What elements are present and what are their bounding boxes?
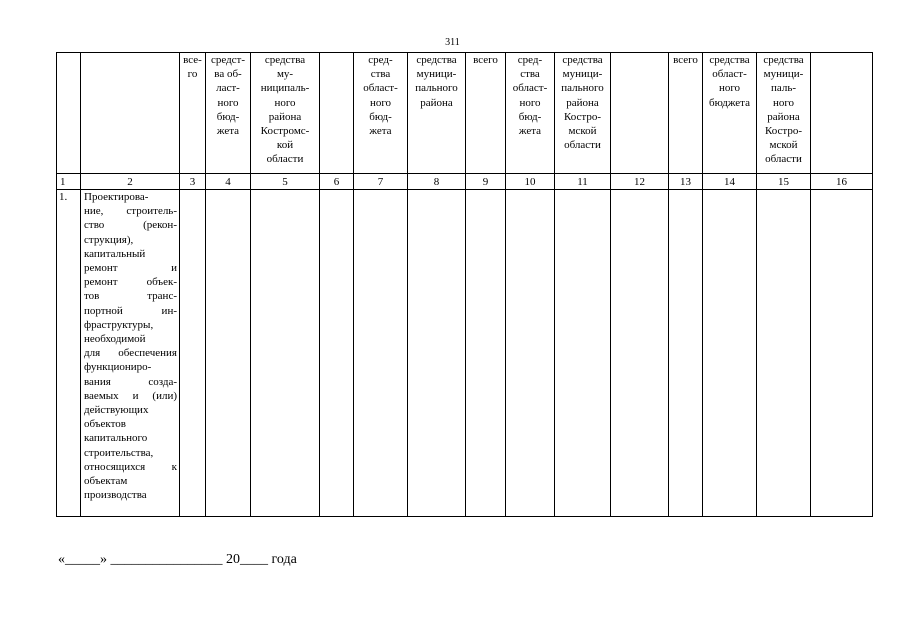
table-row [57, 190, 873, 517]
indicator-line: тов транс- [84, 290, 177, 303]
value-cell-col-9[interactable] [466, 190, 506, 517]
header-cell-16 [811, 53, 873, 174]
indicator-line: вания созда- [84, 375, 177, 388]
header-cell-12 [611, 53, 669, 174]
value-cell-col-5[interactable] [251, 190, 320, 517]
indicator-line: ние, строитель- [84, 205, 177, 218]
column-number-cell: 5 [251, 174, 320, 190]
indicator-line: для обеспечения [84, 347, 177, 360]
indicator-line: капитальный [84, 247, 146, 260]
value-cell-col-8[interactable] [408, 190, 466, 517]
indicator-line: объектам [84, 475, 128, 488]
value-cell-col-13[interactable] [669, 190, 703, 517]
header-cell-4: средст- ва об- ласт- ного бюд- жета [206, 53, 251, 174]
value-cell-col-6[interactable] [320, 190, 354, 517]
financing-table [56, 52, 873, 517]
value-cell-col-4[interactable] [206, 190, 251, 517]
header-cell-3: все- го [180, 53, 206, 174]
indicator-line: капитального [84, 432, 148, 445]
column-number-cell: 7 [354, 174, 408, 190]
indicator-line: Проектирова- [84, 191, 149, 203]
column-number-cell: 13 [669, 174, 703, 190]
column-number-cell: 9 [466, 174, 506, 190]
column-number-cell: 1 [57, 174, 81, 190]
indicator-line: ство (рекон- [84, 219, 177, 232]
column-number-cell: 15 [757, 174, 811, 190]
value-cell-col-12[interactable] [611, 190, 669, 517]
column-number-cell: 6 [320, 174, 354, 190]
indicator-line: ваемых и (или) [84, 389, 177, 402]
column-number-cell: 2 [81, 174, 180, 190]
row-number-cell: 1. [57, 190, 81, 517]
header-cell-1 [57, 53, 81, 174]
header-cell-6 [320, 53, 354, 174]
indicator-line: ремонт и [84, 262, 177, 275]
header-cell-8: средства муници- пального района [408, 53, 466, 174]
header-cell-7: сред- ства област- ного бюд- жета [354, 53, 408, 174]
indicator-line: струкция), [84, 233, 134, 246]
column-number-row [57, 174, 873, 190]
value-cell-col-7[interactable] [354, 190, 408, 517]
value-cell-col-3[interactable] [180, 190, 206, 517]
value-cell-col-10[interactable] [506, 190, 555, 517]
column-number-cell: 4 [206, 174, 251, 190]
page-number: 311 [445, 37, 460, 48]
indicator-line: объектов [84, 418, 126, 431]
value-cell-col-15[interactable] [757, 190, 811, 517]
column-number-cell: 10 [506, 174, 555, 190]
indicator-line: производства [84, 489, 147, 502]
header-cell-13: всего [669, 53, 703, 174]
indicator-line: действующих [84, 404, 149, 417]
value-cell-col-14[interactable] [703, 190, 757, 517]
signature-date-line: «_____» ________________ 20____ года [58, 552, 297, 567]
column-number-cell: 3 [180, 174, 206, 190]
column-number-cell: 11 [555, 174, 611, 190]
value-cell-col-11[interactable] [555, 190, 611, 517]
header-cell-11: средства муници- пального района Костро- мской области [555, 53, 611, 174]
column-number-cell: 14 [703, 174, 757, 190]
indicator-line: функциониро- [84, 361, 152, 374]
header-cell-2 [81, 53, 180, 174]
header-cell-9: всего [466, 53, 506, 174]
indicator-line: ремонт объек- [84, 276, 177, 289]
column-number-cell: 12 [611, 174, 669, 190]
indicator-line: строительства, [84, 446, 154, 459]
header-cell-10: сред- ства област- ного бюд- жета [506, 53, 555, 174]
header-cell-14: средства област- ного бюджета [703, 53, 757, 174]
table-header-row [57, 53, 873, 174]
header-cell-15: средства муници- паль- ного района Костро- мской области [757, 53, 811, 174]
header-cell-5: средства му- ниципаль- ного района Костромс- кой области [251, 53, 320, 174]
column-number-cell: 16 [811, 174, 873, 190]
column-number-cell: 8 [408, 174, 466, 190]
indicator-cell [81, 190, 180, 517]
indicator-line: портной ин- [84, 304, 177, 317]
indicator-line: относящихся к [84, 460, 177, 473]
indicator-line: необходимой [84, 333, 146, 346]
value-cell-col-16[interactable] [811, 190, 873, 517]
indicator-line: фраструктуры, [84, 318, 154, 331]
